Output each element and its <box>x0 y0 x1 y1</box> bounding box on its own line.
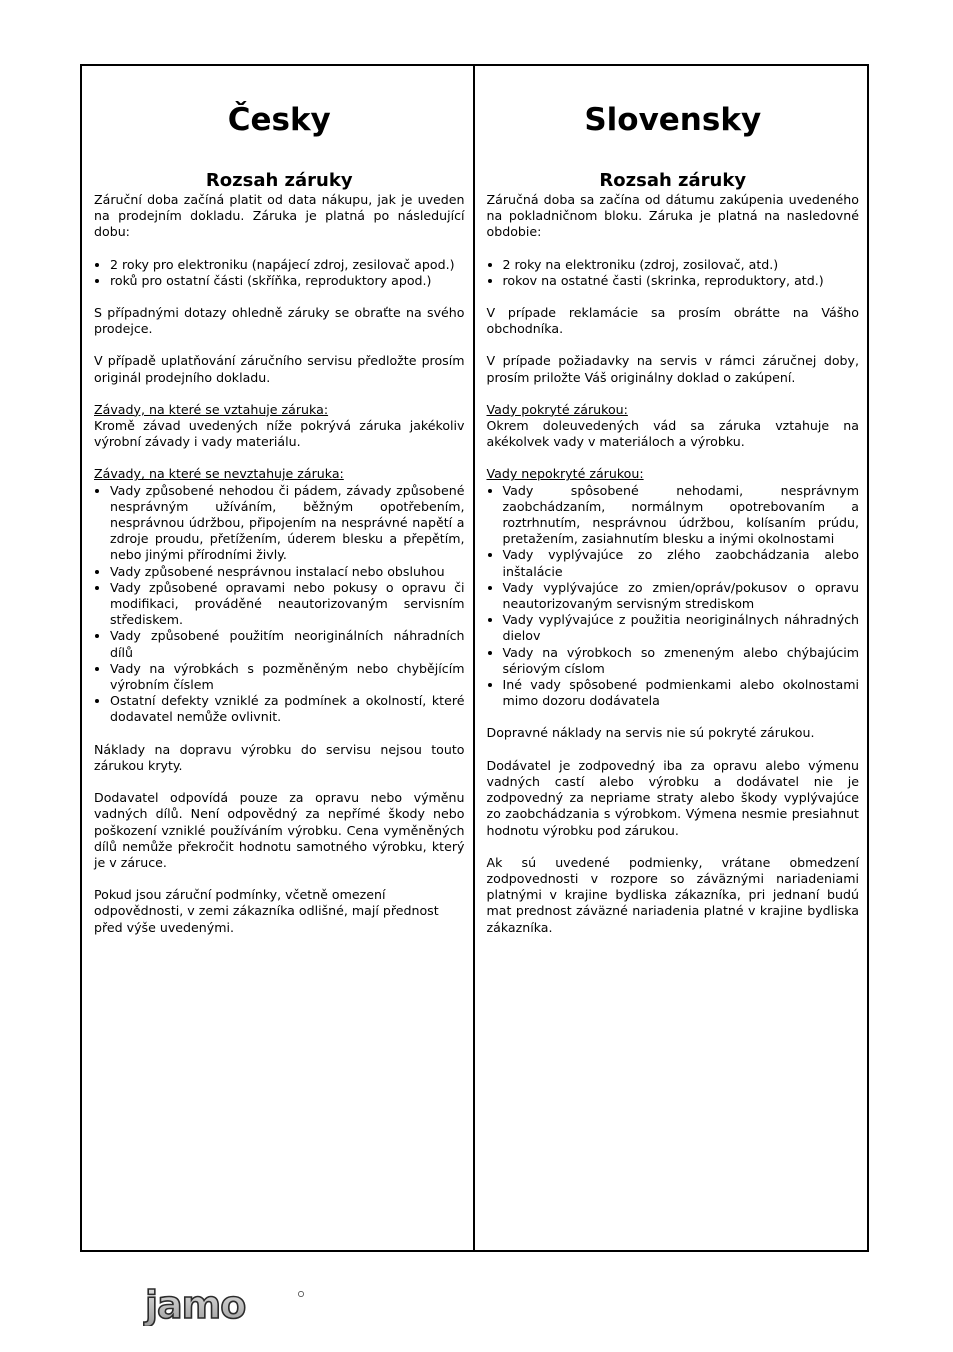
logo-wordmark: jamo <box>145 1286 246 1326</box>
list-item: • 2 roky pro elektroniku (napájecí zdroj, zesilovač apod.) <box>110 257 465 273</box>
covered-heading: Vady pokryté zárukou: <box>486 401 628 417</box>
covered-paragraph: Kromě závad uvedených níže pokrývá záruka jakékoliv výrobní závady i vady materiálu. <box>94 418 465 450</box>
contact-dealer-paragraph: S případnými dotazy ohledně záruky se obraťte na svého prodejce. <box>94 305 465 337</box>
list-item: • Vady způsobené nehodou či pádem, závady způsobené nesprávným užíváním, běžným opotřebením, nesprávnou údržbou, připojením na nesprávné napětí a zdroje proudu, přetížením, úderem blesku a přepětím, nebo jinými přírodními živly. <box>110 483 465 564</box>
list-item: • Ostatní defekty vzniklé za podmínek a okolností, které dodavatel nemůže ovlivnit. <box>110 693 465 725</box>
list-item: • roků pro ostatní části (skříňka, reproduktory apod.) <box>110 273 465 289</box>
covered-heading: Závady, na které se vztahuje záruka: <box>94 401 329 417</box>
not-covered-heading: Závady, na které se nevztahuje záruka: <box>94 466 344 482</box>
list-item: • Vady vyplývajúce z použitia neoriginálnych náhradných dielov <box>503 612 860 644</box>
list-item: • Iné vady spôsobené podmienkami alebo okolnostami mimo dozoru dodávatela <box>503 677 860 709</box>
list-item: • Vady způsobené použitím neoriginálních náhradních dílů <box>110 628 465 660</box>
czech-column <box>82 66 475 1250</box>
list-item: • Vady na výrobkách s pozměněným nebo chybějícím výrobním číslem <box>110 661 465 693</box>
contact-dealer-paragraph: V prípade reklamácie sa prosím obrátte na Vášho obchodníka. <box>486 305 859 337</box>
warranty-frame <box>80 64 869 1252</box>
jamo-logo <box>143 1286 308 1326</box>
service-receipt-paragraph: V prípade požiadavky na servis v rámci záručnej doby, prosím priložte Váš originálny doklad o zakúpení. <box>486 353 859 385</box>
section-title: Rozsah záruky <box>599 170 747 191</box>
language-title-czech: Česky <box>227 102 331 138</box>
slovak-column <box>475 66 868 1250</box>
transport-paragraph: Dopravné náklady na servis nie sú pokryté zárukou. <box>486 725 815 741</box>
liability-paragraph: Dodavatel odpovídá pouze za opravu nebo výměnu vadných dílů. Není odpovědný za nepřímé škody nebo poškození vzniklé používáním výrobku. Cena vyměněných dílů nemůže překročit hodnotu samotného výrobku, který je v záruce. <box>94 790 465 870</box>
section-title: Rozsah záruky <box>205 170 353 191</box>
service-receipt-paragraph: V případě uplatňování záručního servisu předložte prosím originál prodejního dokladu. <box>94 353 465 385</box>
registered-mark-icon <box>298 1291 303 1296</box>
list-item: • Vady vyplývajúce zo zmien/opráv/pokusov o opravu neautorizovaným servisným strediskom <box>503 580 860 612</box>
liability-paragraph: Dodávatel je zodpovedný iba za opravu alebo výmenu vadných castí alebo výrobku a dodávatel nie je zodpovedný za nepriame straty alebo škody vyplývajúce zo zaobchádzania s výrobkom. Výmena nesmie presiahnut hodnotu výrobku pod zárukou. <box>486 757 859 838</box>
covered-paragraph: Okrem doleuvedených vád sa záruka vztahuje na akékolvek vady v materiáloch a výrobku. <box>486 418 859 450</box>
intro-paragraph: Záruční doba začíná platit od data nákupu, jak je uveden na prodejním dokladu. Záruka je platná po následující dobu: <box>94 192 465 240</box>
list-item: • Vady způsobené opravami nebo pokusy o opravu či modifikaci, prováděné neautorizovaným servisním střediskem. <box>110 580 465 629</box>
list-item: • Vady na výrobkoch so zmeneným alebo chýbajúcim sériovým císlom <box>503 645 860 677</box>
not-covered-list <box>94 483 465 726</box>
warranty-periods-list <box>487 257 860 289</box>
precedence-paragraph: Ak sú uvedené podmienky, vrátane obmedzení zodpovednosti v rozpore so záväznými nariadeniami platnými v krajine bydliska zákazníka, pri jednaní budú mat prednost záväzné nariadenia platné v krajine bydliska zákazníka. <box>486 854 859 935</box>
warranty-body <box>487 192 860 936</box>
list-item: • Vady spôsobené nehodami, nesprávnym zaobchádzaním, normálnym opotrebovaním a roztrhnutím, nesprávnou údržbou, kolísaním prúdu, pretažením, zasiahnutím blesku a inými okolnostami <box>503 483 860 548</box>
transport-paragraph: Náklady na dopravu výrobku do servisu nejsou touto zárukou kryty. <box>94 741 465 773</box>
precedence-paragraph: Pokud jsou záruční podmínky, včetně omezení odpovědnosti, v zemi zákazníka odlišné, mají přednost před výše uvedenými. <box>94 887 439 935</box>
list-item: • 2 roky na elektroniku (zdroj, zosilovač, atd.) <box>503 257 860 273</box>
language-title-slovak: Slovensky <box>584 102 762 138</box>
warranty-body <box>94 192 465 936</box>
list-item: • Vady vyplývajúce zo zlého zaobchádzania alebo inštalácie <box>503 547 860 579</box>
not-covered-heading: Vady nepokryté zárukou: <box>486 466 644 482</box>
intro-paragraph: Záručná doba sa začína od dátumu zakúpenia uvedeného na pokladničnom bloku. Záruka je platná na nasledovné obdobie: <box>486 192 859 240</box>
warranty-periods-list <box>94 257 465 289</box>
list-item: • Vady způsobené nesprávnou instalací nebo obsluhou <box>110 564 465 580</box>
list-item: • rokov na ostatné časti (skrinka, reproduktory, atd.) <box>503 273 860 289</box>
not-covered-list <box>487 483 860 710</box>
